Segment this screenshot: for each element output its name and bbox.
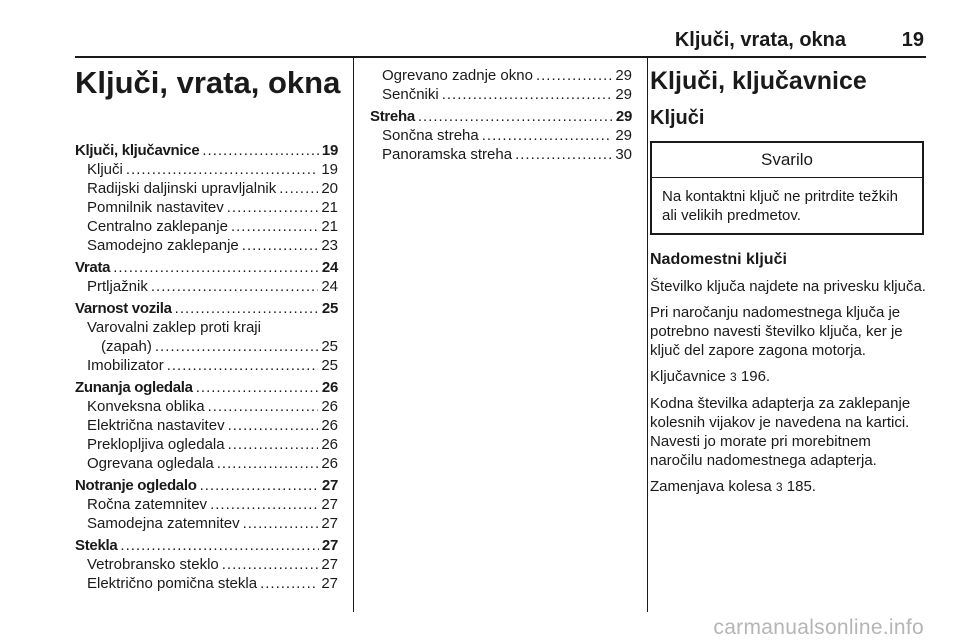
toc-entry[interactable] <box>75 179 338 198</box>
toc-entry-label: Stekla <box>75 537 118 554</box>
toc-column-1 <box>75 141 338 593</box>
toc-entry-label: Vetrobransko steklo <box>87 556 219 573</box>
toc-entry[interactable] <box>75 356 338 375</box>
toc-entry[interactable] <box>75 160 338 179</box>
toc-entry[interactable] <box>75 198 338 217</box>
toc-page-number: 26 <box>321 417 338 434</box>
content-column <box>650 63 926 504</box>
chapter-title: Ključi, vrata, okna <box>75 65 341 100</box>
paragraph-ordering: Pri naročanju nadomestnega ključa je potrebno navesti številko ključa, ker je ključ del zapore zagona motorja. <box>650 304 903 359</box>
paragraph-wheel-reference <box>650 477 926 497</box>
toc-entry-label: Sončna streha <box>382 127 479 144</box>
toc-entry-label: Ročna zatemnitev <box>87 496 208 513</box>
toc-entry[interactable] <box>370 126 632 145</box>
toc-page-number: 25 <box>321 338 338 355</box>
toc-entry-label: (zapah) <box>101 338 152 355</box>
toc-leader-dots <box>279 179 318 198</box>
toc-section-entry[interactable] <box>75 476 338 495</box>
toc-entry-label: Konveksna oblika <box>87 398 205 415</box>
header-rule <box>75 56 926 58</box>
paragraph-locks-reference <box>650 367 926 387</box>
toc-section-entry[interactable] <box>370 107 632 126</box>
toc-leader-dots <box>442 85 613 104</box>
toc-entry-label: Vrata <box>75 259 111 276</box>
toc-section-entry[interactable] <box>75 258 338 277</box>
toc-leader-dots <box>155 337 318 356</box>
toc-entry[interactable] <box>75 555 338 574</box>
watermark: carmanualsonline.info <box>713 616 924 639</box>
toc-leader-dots <box>222 555 319 574</box>
toc-entry-label: Zunanja ogledala <box>75 379 193 396</box>
toc-leader-dots <box>175 299 319 318</box>
toc-leader-dots <box>228 416 319 435</box>
page-number: 19 <box>901 29 924 51</box>
toc-entry[interactable] <box>75 337 338 356</box>
toc-leader-dots <box>120 536 319 555</box>
toc-page-number: 29 <box>615 108 632 125</box>
toc-page-number: 25 <box>321 300 338 317</box>
toc-section-entry[interactable] <box>75 378 338 397</box>
toc-entry[interactable] <box>370 145 632 164</box>
toc-entry-label: Panoramska streha <box>382 146 513 163</box>
toc-page-number: 27 <box>321 556 338 573</box>
toc-entry-label: Ključi <box>87 161 123 178</box>
toc-leader-dots <box>200 476 319 495</box>
toc-leader-dots <box>228 435 319 454</box>
toc-entry[interactable] <box>75 236 338 255</box>
subsection-title: Ključi <box>650 107 705 129</box>
toc-page-number: 29 <box>615 86 632 103</box>
toc-page-number: 29 <box>615 127 632 144</box>
toc-leader-dots <box>515 145 612 164</box>
reference-page[interactable]: 196. <box>740 368 771 385</box>
toc-leader-dots <box>167 356 319 375</box>
toc-leader-dots <box>208 397 319 416</box>
toc-leader-dots <box>126 160 318 179</box>
toc-leader-dots <box>217 454 319 473</box>
toc-entry-label: Centralno zaklepanje <box>87 218 228 235</box>
toc-entry[interactable] <box>75 416 338 435</box>
toc-entry[interactable] <box>370 85 632 104</box>
toc-entry-label: Radijski daljinski upravljalnik <box>87 180 277 197</box>
reference-text: Zamenjava kolesa <box>650 478 772 495</box>
toc-section-entry[interactable] <box>75 141 338 160</box>
toc-entry-label: Samodejno zaklepanje <box>87 237 239 254</box>
toc-entry-label: Ogrevana ogledala <box>87 455 214 472</box>
column-divider <box>647 57 648 612</box>
toc-page-number: 26 <box>321 398 338 415</box>
toc-page-number: 24 <box>321 259 338 276</box>
toc-page-number: 30 <box>615 146 632 163</box>
toc-leader-dots <box>536 66 612 85</box>
toc-entry-label: Električno pomična stekla <box>87 575 258 592</box>
toc-entry-label: Prtljažnik <box>87 278 148 295</box>
toc-page-number: 25 <box>321 357 338 374</box>
toc-entry[interactable] <box>75 217 338 236</box>
toc-leader-dots <box>243 514 319 533</box>
toc-page-number: 19 <box>321 142 338 159</box>
toc-page-number: 27 <box>321 477 338 494</box>
toc-entry[interactable] <box>75 435 338 454</box>
toc-page-number: 19 <box>321 161 338 178</box>
reference-page[interactable]: 185. <box>786 478 816 495</box>
section-title: Ključi, ključavnice <box>650 67 867 95</box>
paragraph-key-number: Številko ključa najdete na privesku ključa. <box>650 278 926 295</box>
toc-entry-label: Ogrevano zadnje okno <box>382 67 533 84</box>
toc-entry-label: Notranje ogledalo <box>75 477 197 494</box>
toc-leader-dots <box>418 107 613 126</box>
toc-page-number: 27 <box>321 515 338 532</box>
toc-page-number: 27 <box>321 496 338 513</box>
toc-entry[interactable] <box>75 514 338 533</box>
toc-leader-dots <box>482 126 613 145</box>
toc-leader-dots <box>210 495 318 514</box>
toc-entry[interactable] <box>75 574 338 593</box>
warning-text: Na kontaktni ključ ne pritrdite težkih ali velikih predmetov. <box>662 188 898 224</box>
toc-page-number: 26 <box>321 455 338 472</box>
paragraph-adapter-code: Kodna številka adapterja za zaklepanje kolesnih vijakov je navedena na kartici. Navesti jo morate pri morebitnem naročilu nadomestnega adapterja. <box>650 395 911 469</box>
toc-page-number: 26 <box>321 436 338 453</box>
reference-text: Ključavnice <box>650 368 726 385</box>
toc-entry-label: Senčniki <box>382 86 439 103</box>
toc-leader-dots <box>151 277 318 296</box>
toc-section-entry[interactable] <box>75 536 338 555</box>
toc-page-number: 21 <box>321 218 338 235</box>
reference-arrow-icon: 3 <box>775 480 783 494</box>
toc-entry-label: Pomnilnik nastavitev <box>87 199 224 216</box>
toc-entry[interactable] <box>75 495 338 514</box>
toc-entry-label: Električna nastavitev <box>87 417 225 434</box>
toc-leader-dots <box>231 217 318 236</box>
toc-page-number: 27 <box>321 537 338 554</box>
toc-entry-label: Imobilizator <box>87 357 164 374</box>
reference-arrow-icon: 3 <box>730 370 737 384</box>
toc-page-number: 26 <box>321 379 338 396</box>
toc-entry-label: Varnost vozila <box>75 300 172 317</box>
toc-page-number: 24 <box>321 278 338 295</box>
toc-column-2 <box>370 66 632 164</box>
toc-page-number: 27 <box>321 575 338 592</box>
toc-page-number: 23 <box>321 237 338 254</box>
replacement-keys-heading: Nadomestni ključi <box>650 251 787 268</box>
toc-entry-label: Streha <box>370 108 415 125</box>
toc-entry-label: Ključi, ključavnice <box>75 142 200 159</box>
running-header <box>75 29 925 53</box>
toc-entry[interactable] <box>75 277 338 296</box>
toc-entry-label: Preklopljiva ogledala <box>87 436 225 453</box>
toc-entry[interactable] <box>75 454 338 473</box>
toc-leader-dots <box>242 236 319 255</box>
toc-section-entry[interactable] <box>75 299 338 318</box>
toc-leader-dots <box>227 198 319 217</box>
toc-entry-label: Samodejna zatemnitev <box>87 515 240 532</box>
toc-page-number: 29 <box>615 67 632 84</box>
toc-leader-dots <box>202 141 319 160</box>
toc-entry[interactable] <box>75 397 338 416</box>
toc-leader-dots <box>260 574 318 593</box>
toc-entry[interactable] <box>370 66 632 85</box>
toc-page-number: 20 <box>321 180 338 197</box>
toc-entry-label: Varovalni zaklep proti kraji <box>87 319 261 336</box>
toc-page-number: 21 <box>321 199 338 216</box>
running-header-title: Ključi, vrata, okna <box>674 29 846 51</box>
warning-box <box>650 141 924 235</box>
column-divider <box>353 57 354 612</box>
toc-leader-dots <box>113 258 319 277</box>
toc-leader-dots <box>196 378 319 397</box>
warning-heading: Svarilo <box>652 143 922 178</box>
